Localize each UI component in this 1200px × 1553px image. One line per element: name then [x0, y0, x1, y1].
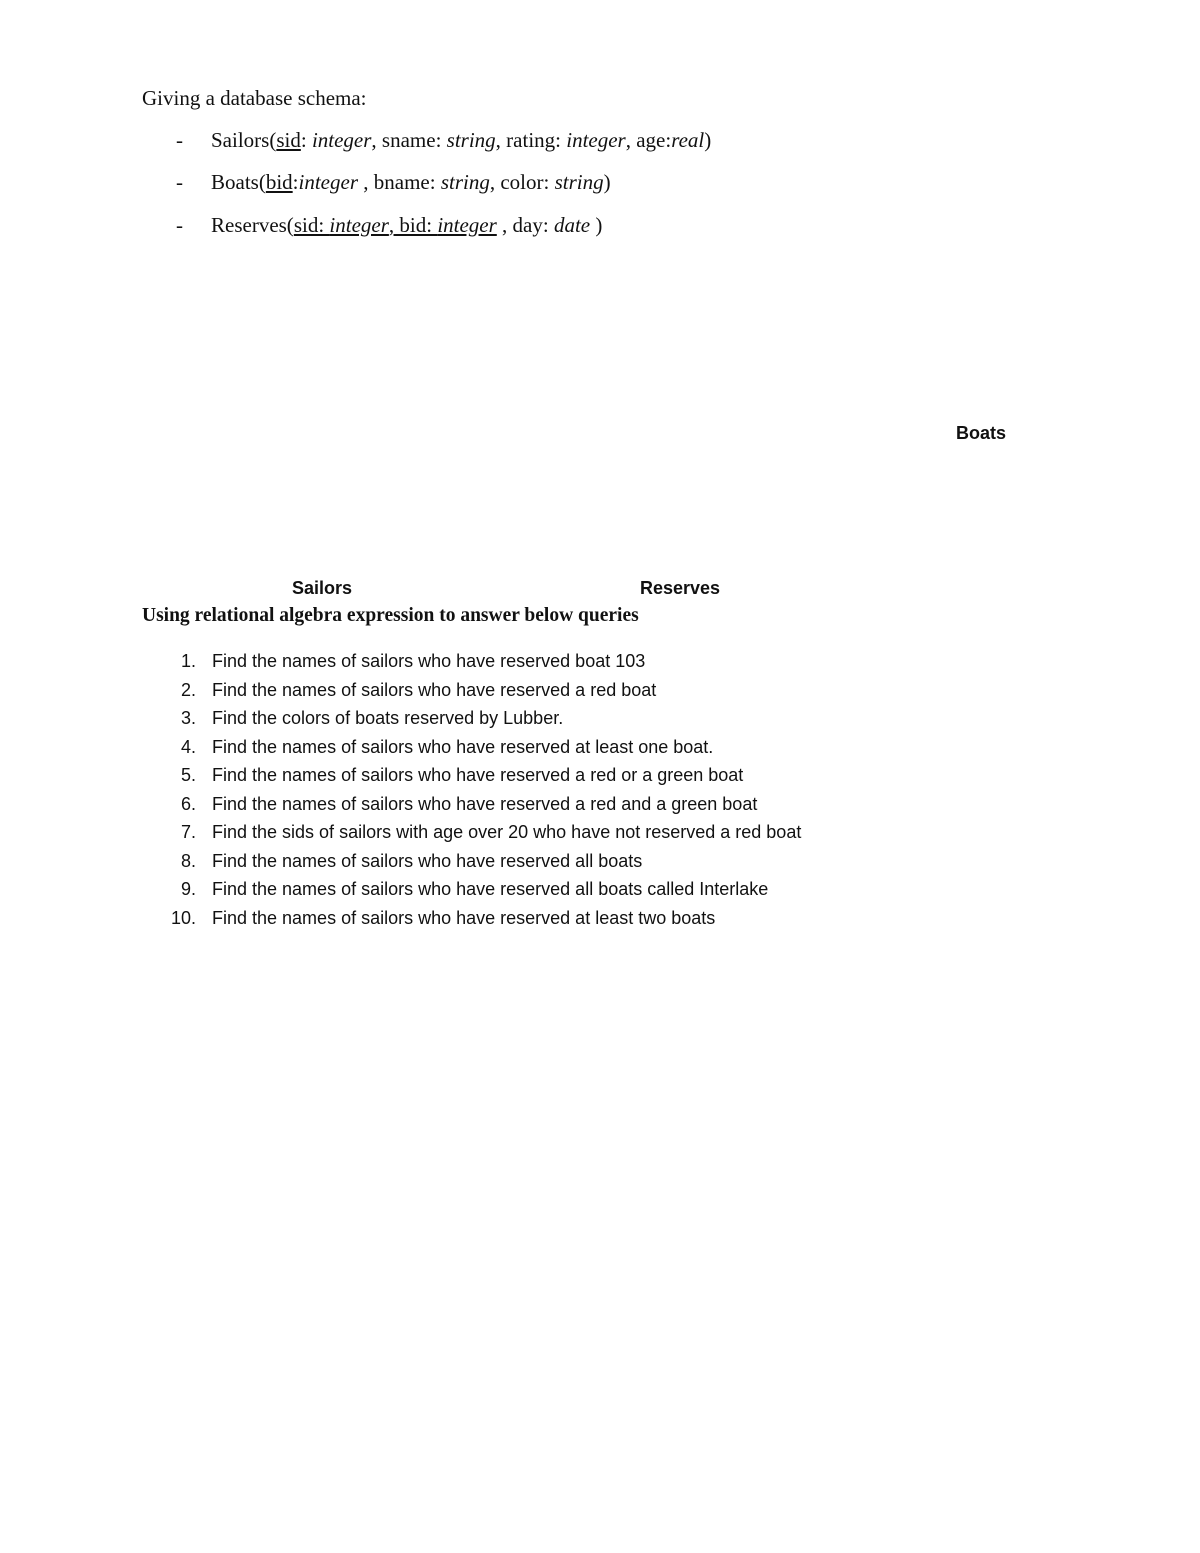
field-type: integer	[311, 128, 372, 152]
field-sep: :	[292, 170, 299, 194]
query-text: Find the names of sailors who have reserved at least two boats	[212, 907, 716, 928]
query-text: Find the colors of boats reserved by Lubber.	[212, 708, 564, 728]
query-number: 2.	[180, 679, 196, 700]
key-field: sid	[276, 128, 301, 152]
query-number: 6.	[180, 793, 196, 814]
field-type: integer	[566, 128, 626, 152]
schema-reserves	[176, 213, 602, 238]
query-number: 5.	[180, 765, 196, 785]
query-number: 10.	[170, 907, 196, 928]
key-field: , bid:	[388, 213, 438, 237]
field-name: , rating:	[495, 128, 567, 152]
field-type: real	[671, 128, 705, 152]
field-type: string	[554, 170, 604, 194]
field-type: string	[446, 128, 496, 152]
bullet-dash: -	[176, 128, 183, 152]
query-number: 1.	[180, 651, 196, 671]
close-paren: )	[704, 128, 712, 152]
schema-boats	[176, 170, 611, 195]
query-text: Find the names of sailors who have reserved a red boat	[212, 679, 657, 700]
field-name: , bname:	[358, 170, 441, 194]
bullet-dash: -	[176, 170, 183, 194]
query-text: Find the names of sailors who have reserved at least one boat.	[212, 736, 714, 757]
sailors-diagram-label: Sailors	[292, 578, 353, 598]
key-field-type: integer	[329, 213, 389, 237]
schema-sailors	[176, 128, 711, 153]
bullet-dash: -	[176, 213, 183, 237]
relation-name: Reserves(	[211, 213, 294, 237]
field-name: , sname:	[371, 128, 447, 152]
close-paren: )	[603, 170, 611, 194]
field-type: date	[553, 213, 591, 237]
query-text: Find the names of sailors who have reserved all boats	[212, 850, 643, 871]
query-text: Find the names of sailors who have reserved boat 103	[212, 651, 646, 671]
query-number: 8.	[180, 850, 196, 871]
query-text: Find the names of sailors who have reserved all boats called Interlake	[212, 879, 769, 899]
boats-diagram-label: Boats	[956, 423, 1007, 443]
field-sep: :	[300, 128, 312, 152]
query-number: 3.	[180, 708, 196, 728]
field-name: , day:	[496, 213, 554, 237]
field-name: , color:	[489, 170, 555, 194]
query-text: Find the names of sailors who have reserved a red and a green boat	[212, 793, 758, 814]
relation-name: Boats(	[211, 170, 266, 194]
close-paren: )	[590, 213, 603, 237]
queries-heading: Using relational algebra expression to answer below queries	[142, 605, 639, 626]
query-text: Find the sids of sailors with age over 20 who have not reserved a red boat	[212, 822, 802, 842]
key-field-type: integer	[437, 213, 497, 237]
intro-text: Giving a database schema:	[142, 86, 367, 110]
relation-name: Sailors(	[211, 128, 277, 152]
key-field: sid:	[293, 213, 330, 237]
field-type: string	[440, 170, 490, 194]
field-name: , age:	[625, 128, 672, 152]
query-number: 4.	[180, 736, 196, 757]
query-text: Find the names of sailors who have reserved a red or a green boat	[212, 765, 744, 785]
key-field: bid	[265, 170, 293, 194]
query-number: 9.	[180, 879, 196, 899]
field-type: integer	[298, 170, 358, 194]
query-number: 7.	[180, 822, 196, 842]
reserves-diagram-label: Reserves	[640, 578, 721, 598]
